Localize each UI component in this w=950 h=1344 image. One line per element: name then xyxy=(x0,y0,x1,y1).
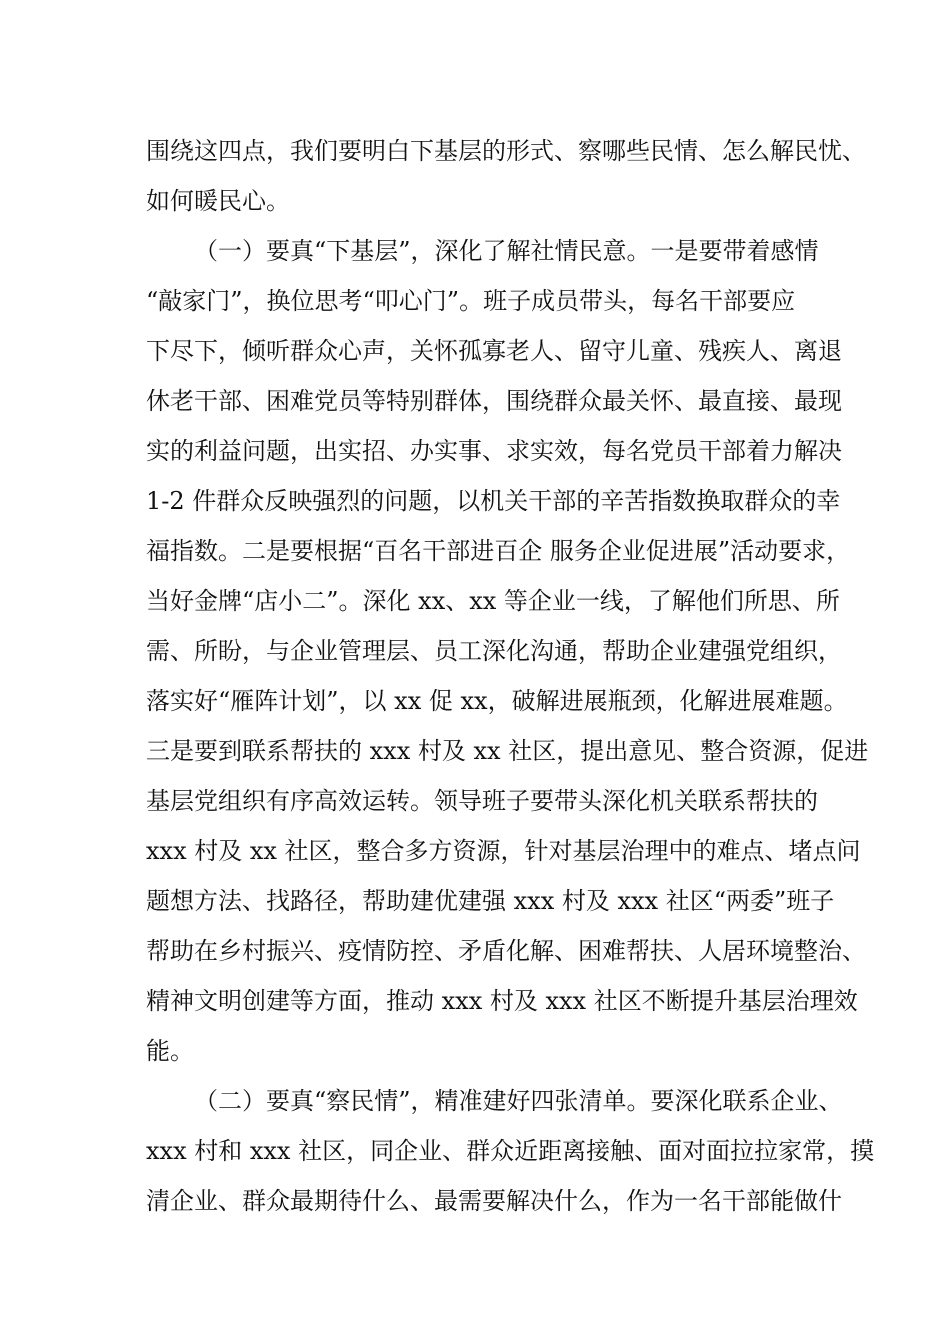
section-heading-line: （一）要真“下基层”，深化了解社情民意。一是要带着感情 xyxy=(194,237,819,265)
text-line: 如何暖民心。 xyxy=(146,187,290,215)
text-line: 需、所盼，与企业管理层、员工深化沟通，帮助企业建强党组织， xyxy=(146,637,842,665)
text-line: 帮助在乡村振兴、疫情防控、矛盾化解、困难帮扶、人居环境整治、 xyxy=(146,937,866,965)
section-heading-line: （二）要真“察民情”，精准建好四张清单。要深化联系企业、 xyxy=(194,1087,843,1115)
text-line: 落实好“雁阵计划”，以 xx 促 xx，破解进展瓶颈，化解进展难题。 xyxy=(146,687,848,715)
text-line: “敲家门”，换位思考“叩心门”。班子成员带头，每名干部要应 xyxy=(146,287,796,315)
text-line: 福指数。二是要根据“百名干部进百企 服务企业促进展”活动要求， xyxy=(146,537,851,565)
text-line: 实的利益问题，出实招、办实事、求实效，每名党员干部着力解决 xyxy=(146,437,842,465)
text-line: 能。 xyxy=(146,1037,194,1065)
text-line: 当好金牌“店小二”。深化 xx、xx 等企业一线，了解他们所思、所 xyxy=(146,587,840,615)
text-line: 三是要到联系帮扶的 xxx 村及 xx 社区，提出意见、整合资源，促进 xyxy=(146,737,869,765)
text-line: 清企业、群众最期待什么、最需要解决什么，作为一名干部能做什 xyxy=(146,1187,842,1215)
text-line: xxx 村和 xxx 社区，同企业、群众近距离接触、面对面拉拉家常，摸 xyxy=(146,1137,875,1165)
text-line: xxx 村及 xx 社区，整合多方资源，针对基层治理中的难点、堵点问 xyxy=(146,837,861,865)
text-line: 下尽下，倾听群众心声，关怀孤寡老人、留守儿童、残疾人、离退 xyxy=(146,337,842,365)
text-line: 1-2 件群众反映强烈的问题，以机关干部的辛苦指数换取群众的幸 xyxy=(146,487,841,515)
text-line: 基层党组织有序高效运转。领导班子要带头深化机关联系帮扶的 xyxy=(146,787,818,815)
text-line: 精神文明创建等方面，推动 xxx 村及 xxx 社区不断提升基层治理效 xyxy=(146,987,858,1015)
text-line: 题想方法、找路径，帮助建优建强 xxx 村及 xxx 社区“两委”班子 xyxy=(146,887,835,915)
text-line: 围绕这四点，我们要明白下基层的形式、察哪些民情、怎么解民忧、 xyxy=(146,137,866,165)
text-line: 休老干部、困难党员等特别群体，围绕群众最关怀、最直接、最现 xyxy=(146,387,842,415)
